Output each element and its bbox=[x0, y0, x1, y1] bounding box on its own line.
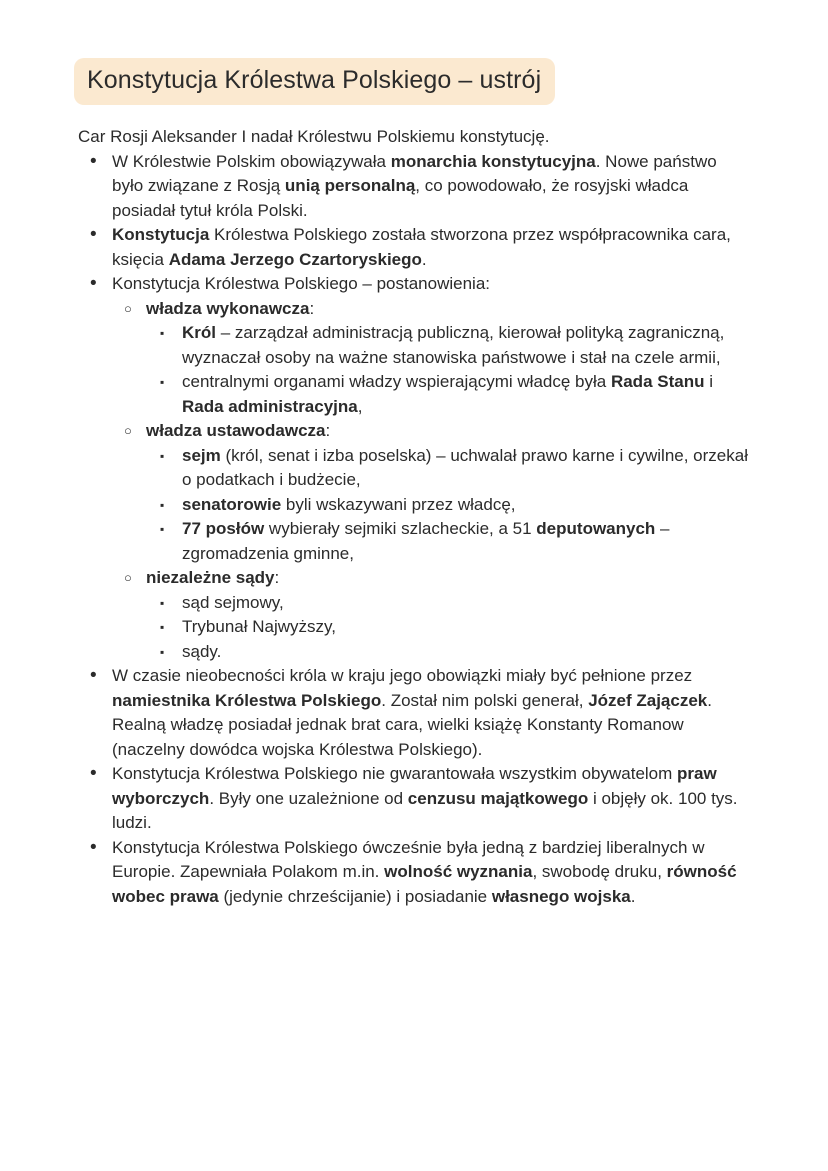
list-item bbox=[160, 370, 752, 419]
text-segment: Konstytucja Królestwa Polskiego nie gwarantowała wszystkim obywatelom bbox=[112, 764, 678, 783]
text-segment: , co powodowało, że rosyjski władca posiadał tytuł króla Polski. bbox=[112, 176, 689, 220]
bullet-square-icon: ▪ bbox=[160, 497, 165, 512]
text-segment: : bbox=[325, 421, 331, 440]
bullet-list bbox=[78, 150, 752, 910]
bullet-disc-icon: • bbox=[90, 273, 97, 294]
text-segment-bold: równość wobec prawa bbox=[112, 862, 737, 906]
item-text bbox=[182, 517, 752, 566]
list-item bbox=[160, 517, 752, 566]
text-segment-bold: cenzusu majątkowego bbox=[407, 788, 589, 808]
text-segment-bold: Król bbox=[182, 323, 216, 342]
text-segment: : bbox=[274, 568, 280, 587]
list-item bbox=[90, 762, 752, 836]
text-segment: (król, senat i izba poselska) – uchwalał prawo karne i cywilne, orzekał o podatkach i budżecie, bbox=[182, 445, 748, 489]
text-segment: W czasie nieobecności króla w kraju jego obowiązki miały być pełnione przez bbox=[112, 666, 693, 685]
text-segment: Królestwa Polskiego została stworzona przez współpracownika cara, księcia bbox=[112, 225, 731, 269]
item-text bbox=[182, 615, 752, 640]
list-item bbox=[90, 223, 752, 272]
text-segment: Trybunał Najwyższy, bbox=[182, 617, 336, 636]
text-segment-bold: Rada administracyjna bbox=[182, 396, 358, 416]
bullet-disc-icon: • bbox=[90, 763, 97, 784]
text-segment: . bbox=[630, 886, 636, 906]
text-segment: : bbox=[309, 298, 315, 318]
text-segment-bold: władza ustawodawcza bbox=[146, 421, 326, 440]
page-title: Konstytucja Królestwa Polskiego – ustrój bbox=[74, 58, 555, 105]
bullet-disc-icon: • bbox=[90, 665, 97, 686]
text-segment: byli wskazywani przez władcę, bbox=[281, 494, 516, 514]
text-segment: i bbox=[704, 372, 713, 391]
list-item bbox=[124, 566, 752, 591]
text-segment-bold: Józef Zajączek bbox=[588, 690, 708, 710]
text-segment: , swobodę druku, bbox=[532, 862, 667, 881]
list-item bbox=[160, 591, 752, 616]
bullet-circle-icon: ○ bbox=[124, 570, 132, 585]
text-segment: Konstytucja Królestwa Polskiego – postanowienia: bbox=[112, 274, 490, 293]
text-segment-bold: sejm bbox=[182, 445, 221, 465]
bullet-square-icon: ▪ bbox=[160, 522, 165, 536]
text-segment-bold: senatorowie bbox=[182, 494, 282, 514]
list-item bbox=[90, 836, 752, 910]
item-text bbox=[182, 591, 752, 616]
bullet-square-icon: ▪ bbox=[160, 375, 165, 389]
item-text bbox=[146, 297, 752, 322]
bullet-square-icon: ▪ bbox=[160, 644, 165, 659]
bullet-disc-icon: • bbox=[90, 224, 97, 245]
list-item bbox=[124, 419, 752, 444]
item-text bbox=[112, 272, 752, 297]
item-text bbox=[146, 566, 752, 591]
item-text bbox=[182, 493, 752, 518]
list-item bbox=[160, 640, 752, 665]
bullet-square-icon: ▪ bbox=[160, 326, 165, 340]
bullet-circle-icon: ○ bbox=[124, 423, 132, 438]
item-text bbox=[112, 150, 752, 224]
list-item bbox=[90, 150, 752, 224]
list-item bbox=[160, 493, 752, 518]
text-segment-bold: władza wykonawcza bbox=[146, 298, 310, 318]
text-segment: wybierały sejmiki szlacheckie, a 51 bbox=[264, 519, 537, 538]
text-segment-bold: Adama Jerzego Czartoryskiego bbox=[168, 249, 422, 269]
text-segment: . Nowe państwo było związane z Rosją bbox=[112, 151, 717, 195]
list-item bbox=[124, 297, 752, 322]
text-segment: – zarządzał administracją publiczną, kierował polityką zagraniczną, wyznaczał osoby na ważne stanowiska państwowe i stał na czele armii, bbox=[182, 323, 725, 367]
text-segment: Konstytucja Królestwa Polskiego ówcześnie była jedną z bardziej liberalnych w Europie. Zapewniała Polakom m.in. bbox=[112, 837, 705, 881]
text-segment-bold: 77 posłów bbox=[182, 519, 265, 538]
item-text bbox=[112, 664, 752, 762]
bullet-square-icon: ▪ bbox=[160, 448, 165, 463]
text-segment: – zgromadzenia gminne, bbox=[182, 519, 670, 563]
text-segment-bold: monarchia konstytucyjna bbox=[390, 151, 596, 171]
text-segment-bold: własnego wojska bbox=[491, 886, 631, 906]
text-segment-bold: deputowanych bbox=[536, 519, 656, 538]
text-segment-bold: namiestnika Królestwa Polskiego bbox=[112, 690, 382, 710]
text-segment: . bbox=[421, 249, 427, 269]
list-item bbox=[90, 664, 752, 762]
text-segment-bold: niezależne sądy bbox=[146, 568, 275, 587]
text-segment: i objęły ok. 100 tys. ludzi. bbox=[112, 788, 738, 832]
text-segment-bold: wolność wyznania bbox=[384, 862, 533, 881]
text-segment: . Został nim polski generał, bbox=[381, 690, 589, 710]
bullet-disc-icon: • bbox=[90, 836, 97, 858]
text-segment: (jedynie chrześcijanie) i posiadanie bbox=[218, 886, 492, 906]
intro-paragraph: Car Rosji Aleksander I nadał Królestwu Polskiemu konstytucję. bbox=[78, 127, 550, 146]
text-segment: sąd sejmowy, bbox=[182, 592, 284, 612]
page-content bbox=[0, 125, 828, 909]
text-segment: W Królestwie Polskim obowiązywała bbox=[112, 151, 391, 171]
text-segment-bold: praw wyborczych bbox=[112, 764, 717, 808]
text-segment: centralnymi organami władzy wspierającymi władcę była bbox=[182, 372, 611, 391]
item-text bbox=[112, 836, 752, 910]
list-item bbox=[160, 615, 752, 640]
bullet-square-icon: ▪ bbox=[160, 620, 165, 634]
item-text bbox=[112, 223, 752, 272]
item-text bbox=[182, 444, 752, 493]
text-segment: . Realną władzę posiadał jednak brat cara, wielki książę Konstanty Romanow (naczelny dowódca wojska Królestwa Polskiego). bbox=[112, 690, 712, 759]
bullet-disc-icon: • bbox=[90, 150, 97, 172]
item-text bbox=[182, 640, 752, 665]
bullet-circle-icon: ○ bbox=[124, 300, 132, 316]
item-text bbox=[112, 762, 752, 836]
text-segment: sądy. bbox=[182, 641, 222, 661]
text-segment-bold: Rada Stanu bbox=[610, 372, 705, 391]
text-segment-bold: Konstytucja bbox=[112, 225, 210, 244]
list-item bbox=[90, 272, 752, 297]
item-text bbox=[182, 321, 752, 370]
text-segment: , bbox=[357, 396, 363, 416]
bullet-square-icon: ▪ bbox=[160, 595, 165, 610]
text-segment-bold: unią personalną bbox=[284, 176, 416, 195]
item-text bbox=[182, 370, 752, 419]
item-text bbox=[146, 419, 752, 444]
text-segment: . Były one uzależnione od bbox=[209, 788, 408, 808]
list-item bbox=[160, 444, 752, 493]
list-item bbox=[160, 321, 752, 370]
